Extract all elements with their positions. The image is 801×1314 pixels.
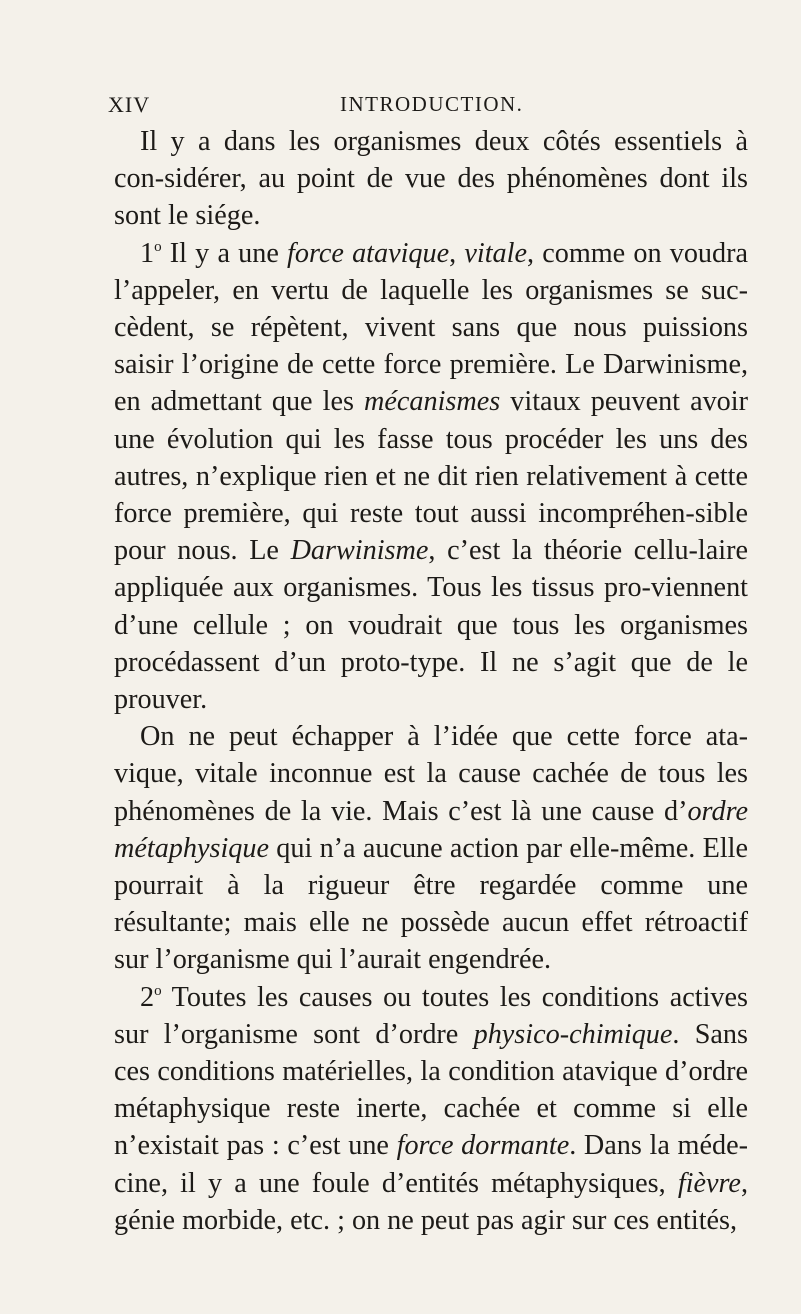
- text-run: , c’est la théorie cellu-laire appliquée aux organismes. Tous les tissus pro-viennent d’une cellule ; on voudrait que tous les organismes procédassent d’un proto-type. Il ne s’agit que de le prouver.: [114, 535, 748, 716]
- running-head: INTRODUCTION.: [340, 92, 524, 116]
- text-run: Il y a une: [161, 237, 288, 269]
- ordinal-superscript: o: [154, 238, 162, 255]
- text-run: Il y a dans les organismes deux côtés essentiels à con-sidérer, au point de vue des phénomènes dont ils sont le siége.: [114, 126, 748, 232]
- italic-text: force atavique: [287, 237, 450, 269]
- text-run: ,: [449, 237, 465, 269]
- text-run: On ne peut échapper à l’idée que cette force ata-vique, vitale inconnue est la cause cachée de tous les phénomènes de la vie. Mais c’est là une cause d’: [114, 721, 748, 827]
- item-number: 1: [140, 237, 155, 269]
- paragraph: [114, 979, 748, 1239]
- text-run: , génie morbide, etc. ; on ne peut pas agir sur ces entités,: [114, 1167, 748, 1236]
- text-run: , comme on voudra l’appeler, en vertu de laquelle les organismes se suc-cèdent, se répètent, vivent sans que nous puissions saisir l’origine de cette force première. Le Darwinisme, en admettant que les: [114, 237, 748, 418]
- italic-text: ordre métaphysique: [114, 795, 748, 864]
- text-run: vitaux peuvent avoir une évolution qui les fasse tous procéder les uns des autres, n’explique rien et ne dit rien relativement à cette force première, qui reste tout aussi incompréhen-sible pour nous. Le: [114, 386, 748, 567]
- paragraph: [114, 235, 748, 719]
- italic-text: Darwinisme: [290, 535, 429, 567]
- text-run: . Sans ces conditions matérielles, la condition atavique d’ordre métaphysique reste inerte, cachée et comme si elle n’existait pas : c’est une: [114, 1018, 748, 1162]
- page-header: [108, 92, 748, 122]
- text-run: qui n’a aucune action par elle-même. Elle pourrait à la rigueur être regardée comme une résultante; mais elle ne possède aucun effet rétroactif sur l’organisme qui l’aurait engendrée.: [114, 832, 748, 976]
- text-run: . Dans la méde-cine, il y a une foule d’entités métaphysiques,: [114, 1130, 748, 1199]
- italic-text: vitale: [464, 237, 527, 269]
- text-run: Toutes les causes ou toutes les conditions actives sur l’organisme sont d’ordre: [114, 981, 748, 1050]
- ordinal-superscript: o: [154, 982, 162, 999]
- page-number: XIV: [108, 92, 151, 117]
- italic-text: fièvre: [677, 1167, 741, 1199]
- paragraph: [114, 718, 748, 978]
- item-number: 2: [140, 981, 155, 1013]
- paragraph: [114, 123, 748, 235]
- body-text: [114, 123, 748, 1239]
- italic-text: mécanismes: [364, 386, 501, 418]
- italic-text: physico-chimique: [473, 1018, 673, 1050]
- italic-text: force dormante: [396, 1130, 570, 1162]
